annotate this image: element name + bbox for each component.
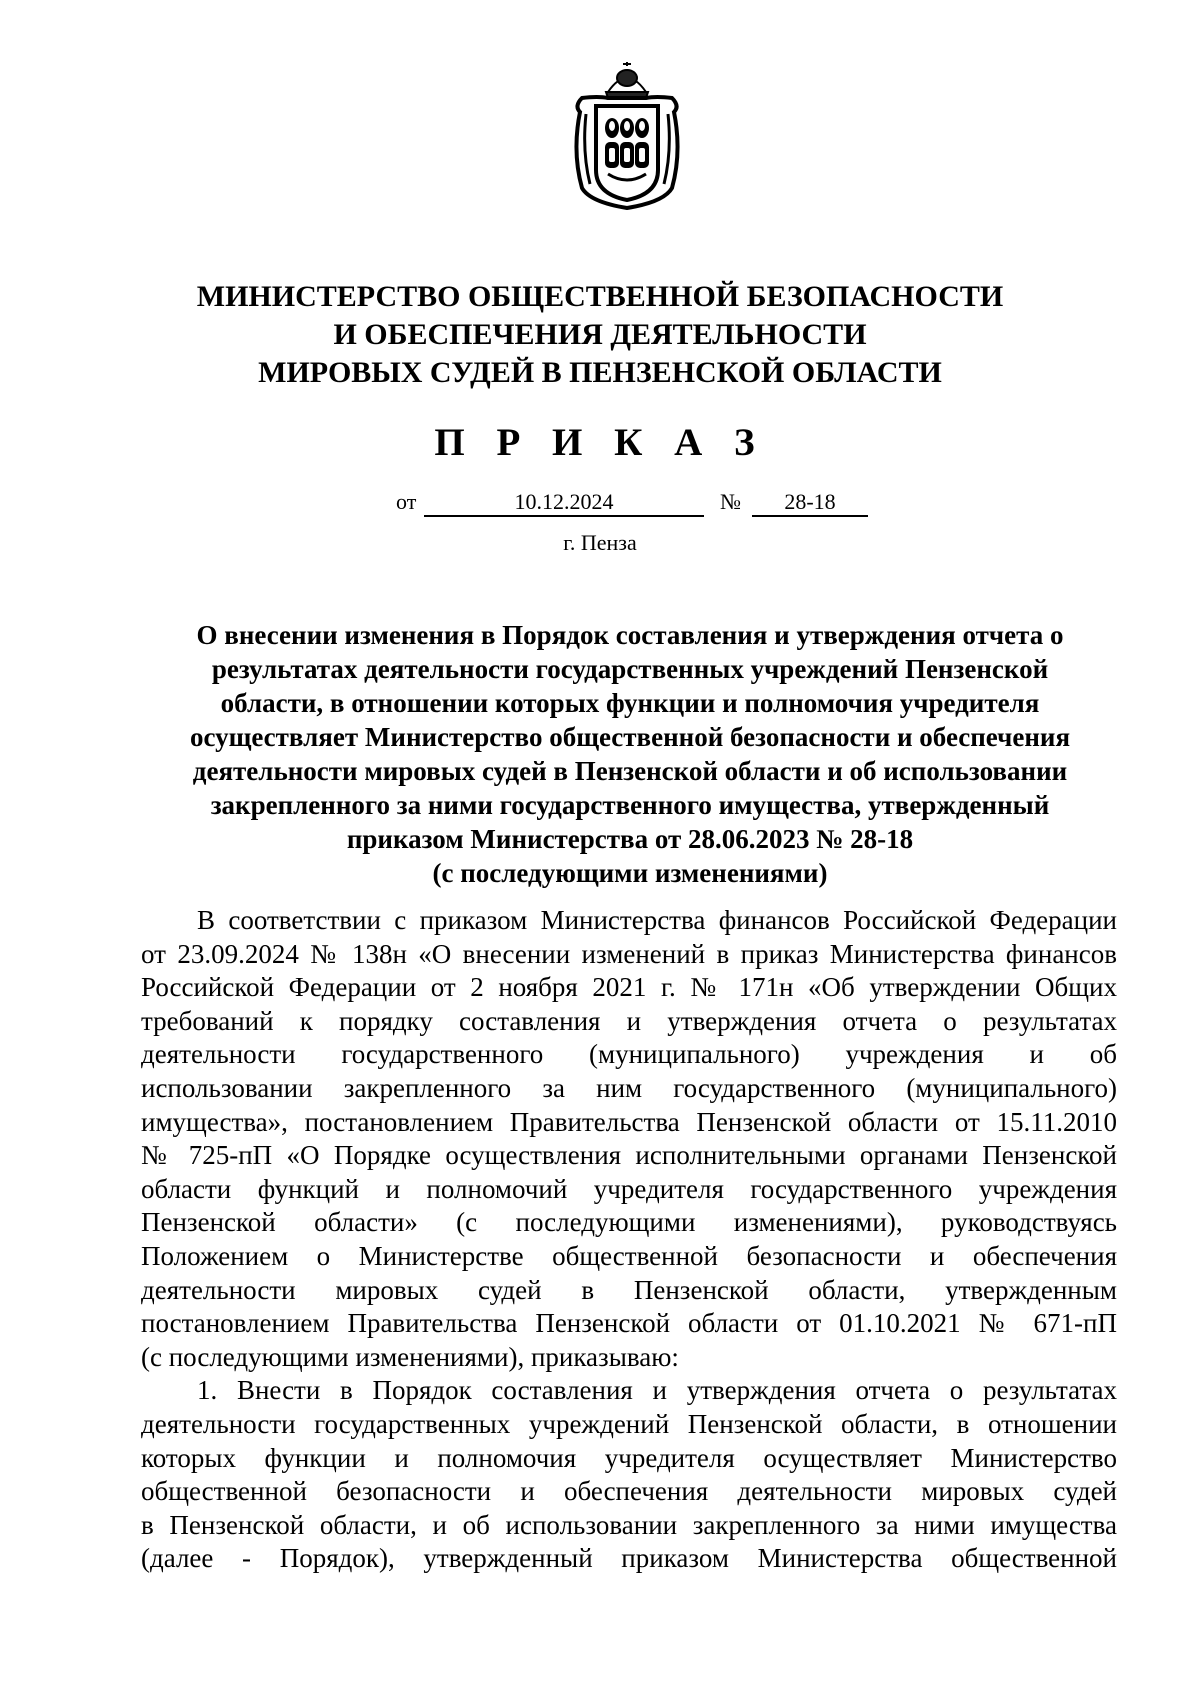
body-line: имущества», постановлением Правительства Пензенской области от 15.11.2010 bbox=[141, 1106, 1117, 1137]
body-line: области функций и полномочий учредителя государственного учреждения bbox=[141, 1173, 1117, 1204]
body-line: общественной безопасности и обеспечения деятельности мировых судей bbox=[141, 1476, 1117, 1507]
body-line: Российской Федерации от 2 ноября 2021 г. № 171н «Об утверждении Общих bbox=[141, 972, 1117, 1003]
body-line: от 23.09.2024 № 138н «О внесении изменений в приказ Министерства финансов bbox=[141, 938, 1117, 969]
ministry-line: МИНИСТЕРСТВО ОБЩЕСТВЕННОЙ БЕЗОПАСНОСТИ bbox=[196, 280, 1004, 313]
city-name: г. Пенза bbox=[563, 530, 637, 555]
body-line: 1. Внести в Порядок составления и утверждения отчета о результатах bbox=[197, 1375, 1117, 1406]
body-line: В соответствии с приказом Министерства финансов Российской Федерации bbox=[197, 905, 1117, 935]
body-line: требований к порядку составления и утверждения отчета о результатах bbox=[141, 1005, 1117, 1036]
body-line: (с последующими изменениями), приказываю: bbox=[141, 1341, 679, 1372]
title-line: закрепленного за ними государственного имущества, утвержденный bbox=[210, 790, 1050, 820]
title-line: приказом Министерства от 28.06.2023 № 28-18 bbox=[346, 824, 914, 854]
body-line: которых функции и полномочия учредителя осуществляет Министерство bbox=[141, 1442, 1117, 1473]
body-line: использовании закрепленного за ним государственного (муниципального) bbox=[141, 1072, 1117, 1103]
body-line: деятельности мировых судей в Пензенской области, утвержденным bbox=[141, 1274, 1117, 1305]
title-line: осуществляет Министерство общественной безопасности и обеспечения bbox=[189, 722, 1071, 752]
title-line: (с последующими изменениями) bbox=[432, 858, 828, 888]
document-number: 28-18 bbox=[752, 489, 868, 517]
date-number-line bbox=[390, 489, 870, 521]
coat-of-arms-emblem bbox=[568, 62, 686, 210]
ministry-line: И ОБЕСПЕЧЕНИЯ ДЕЯТЕЛЬНОСТИ bbox=[333, 318, 867, 351]
document-date: 10.12.2024 bbox=[424, 489, 704, 517]
ministry-name bbox=[150, 278, 1050, 392]
document-type-title: П Р И К А З bbox=[434, 421, 766, 464]
date-label: от bbox=[396, 489, 417, 514]
body-line: Положением о Министерстве общественной безопасности и обеспечения bbox=[141, 1240, 1117, 1271]
body-line: деятельности государственного (муниципального) учреждения и об bbox=[141, 1039, 1117, 1070]
title-line: области, в отношении которых функции и полномочия учредителя bbox=[220, 688, 1040, 718]
ministry-line: МИРОВЫХ СУДЕЙ В ПЕНЗЕНСКОЙ ОБЛАСТИ bbox=[258, 356, 942, 389]
title-line: результатах деятельности государственных учреждений Пензенской bbox=[211, 654, 1049, 684]
number-label: № bbox=[720, 489, 741, 514]
title-line: деятельности мировых судей в Пензенской области и об использовании bbox=[192, 756, 1068, 786]
body-line: постановлением Правительства Пензенской области от 01.10.2021 № 671-пП bbox=[141, 1308, 1117, 1339]
body-line: Пензенской области» (с последующими изменениями), руководствуясь bbox=[141, 1207, 1117, 1238]
order-title bbox=[165, 618, 1095, 890]
body-line: в Пензенской области, и об использовании закрепленного за ними имущества bbox=[141, 1509, 1117, 1540]
order-body bbox=[141, 904, 1117, 1576]
body-line: (далее - Порядок), утвержденный приказом Министерства общественной bbox=[141, 1543, 1117, 1574]
title-line: О внесении изменения в Порядок составления и утверждения отчета о bbox=[196, 620, 1064, 650]
body-line: № 725-пП «О Порядке осуществления исполнительными органами Пензенской bbox=[141, 1140, 1117, 1171]
body-line: деятельности государственных учреждений Пензенской области, в отношении bbox=[141, 1408, 1117, 1439]
